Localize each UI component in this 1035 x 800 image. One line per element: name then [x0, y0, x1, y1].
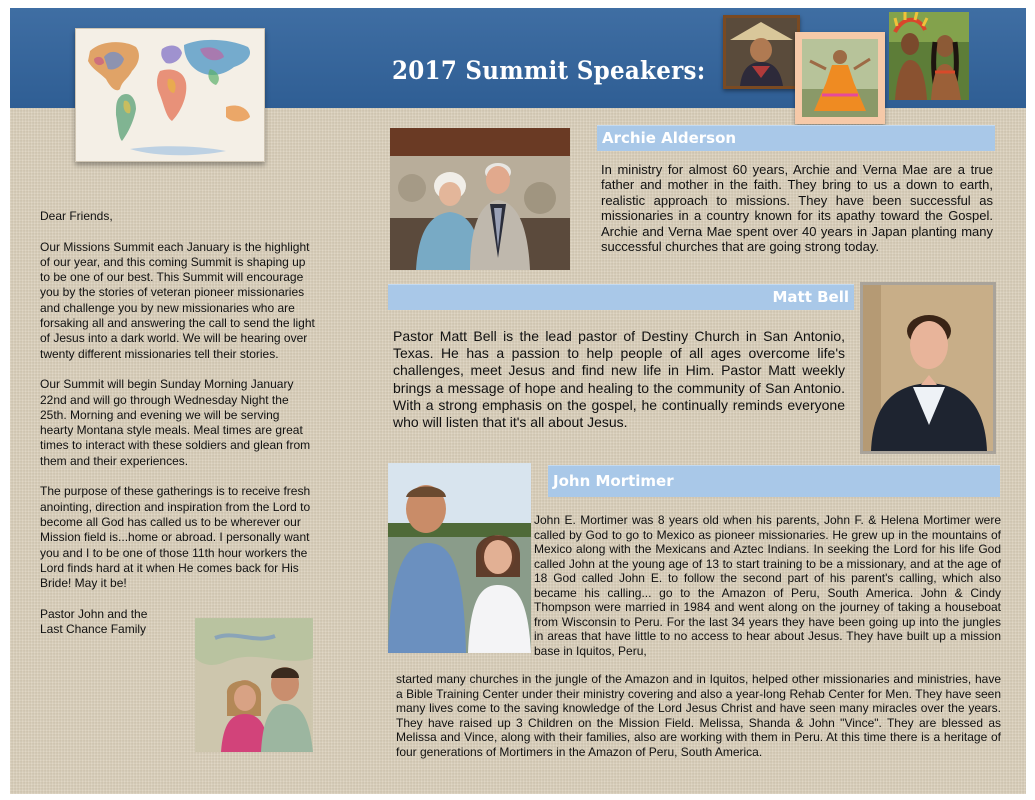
speaker-bio-matt-bell: Pastor Matt Bell is the lead pastor of Destiny Church in San Antonio, Texas. He has a passion to help people of all ages overcome life's challenges, meet Jesus and find new life in Him. Pastor Matt weekly brings a message of hope and healing to the community of San Antonio. With a strong emphasis on the gospel, he continually reminds everyone who will listen that it's all about Jesus.	[393, 328, 845, 431]
matt-bell-photo	[860, 282, 996, 454]
welcome-letter	[40, 209, 316, 637]
speaker-bio-john-mortimer-part1: John E. Mortimer was 8 years old when his parents, John F. & Helena Mortimer were called by God to go to Mexico as pioneer missionaries. He grew up in the mountains of Mexico along with the Mexicans and Aztec Indians. In seeking the Lord for his life God called John at the young age of 13 to start training to be a missionary, and at the age of 18 God called John E. to follow the second part of his parent's calling, which also became his calling... go to the Amazon of Peru, South America. John & Cindy Thompson were married in 1984 and went along on the journey of taking a houseboat from Wisconsin to Peru. For the last 34 years they have been going up into the jungles in areas that have little to no access to hear about Jesus. They have built up a mission base in Iquitos, Peru,	[534, 513, 1001, 658]
speaker-bio-john-mortimer-part2: started many churches in the jungle of the Amazon and in Iquitos, helped other missionaries and ministries, have a Bible Training Center under their ministry covering and also a year-long Rehab Center for Men. They have seen many lives come to the saving knowledge of the Lord Jesus Christ and have seen many miracles over the years. They have raised up 3 Children on the Mission Field. Melissa, Shanda & John "Vince". They are blessed as Melissa and Vince, along with their families, also are working with them in Peru. At this time there is a heritage of four generations of Mortimers in the Amazon of Peru, South America.	[396, 672, 1001, 759]
page-title: 2017 Summit Speakers:	[392, 56, 706, 85]
speaker-name-john-mortimer: John Mortimer	[553, 472, 674, 490]
letter-paragraph-1: Our Missions Summit each January is the highlight of our year, and this coming Summit is shaping up to be one of our best. This Summit will encourage you by the stories of veteran pioneer missionaries and challenge you by new missionaries who are forsaking all and answering the call to send the light of Jesus into a dark world. We will be hearing over twenty different missionaries tell their stories.	[40, 239, 315, 361]
speaker-name-bar-archie-alderson	[597, 125, 995, 151]
letter-paragraph-3: The purpose of these gatherings is to receive fresh anointing, direction and inspiration from the Lord to become all God has called us to be wherever our Mission field is...home or abroad. I personally want you and I to be one of those 11th hour workers the Lord finds hard at it when He comes back for His Bride! May it be!	[40, 484, 311, 591]
newsletter-page	[10, 8, 1026, 794]
pastor-john-photo	[195, 618, 313, 752]
archie-alderson-photo	[390, 128, 570, 270]
world-map-graphic	[76, 29, 265, 162]
john-mortimer-photo	[388, 463, 531, 653]
letter-signature-line-1: Pastor John and the	[40, 606, 148, 621]
cultural-photo-tribal-couple	[889, 12, 969, 100]
world-map-image	[75, 28, 265, 162]
cultural-photo-dancer	[795, 32, 885, 124]
speaker-name-matt-bell: Matt Bell	[772, 288, 849, 306]
speaker-bio-archie-alderson: In ministry for almost 60 years, Archie and Verna Mae are a true father and mother in the faith. They bring to us a down to earth, realistic approach to missions. They have been successful as missionaries in a country known for its apathy toward the Gospel. Archie and Verna Mae spent over 40 years in Japan planting many successful churches that are going strong today.	[601, 162, 993, 255]
speaker-name-bar-matt-bell	[388, 284, 854, 310]
letter-greeting: Dear Friends,	[40, 209, 113, 223]
letter-paragraph-2: Our Summit will begin Sunday Morning January 22nd and will go through Wednesday Night the 25th. Morning and evening we will be serving hearty Montana style meals. Meal times are great times to interact with these soldiers and glean from them and their experiences.	[40, 377, 311, 468]
speaker-name-bar-john-mortimer	[548, 465, 1000, 497]
cultural-photo-asian-man	[723, 15, 800, 89]
letter-signature-line-2: Last Chance Family	[40, 622, 147, 637]
speaker-name-archie-alderson: Archie Alderson	[602, 129, 737, 147]
